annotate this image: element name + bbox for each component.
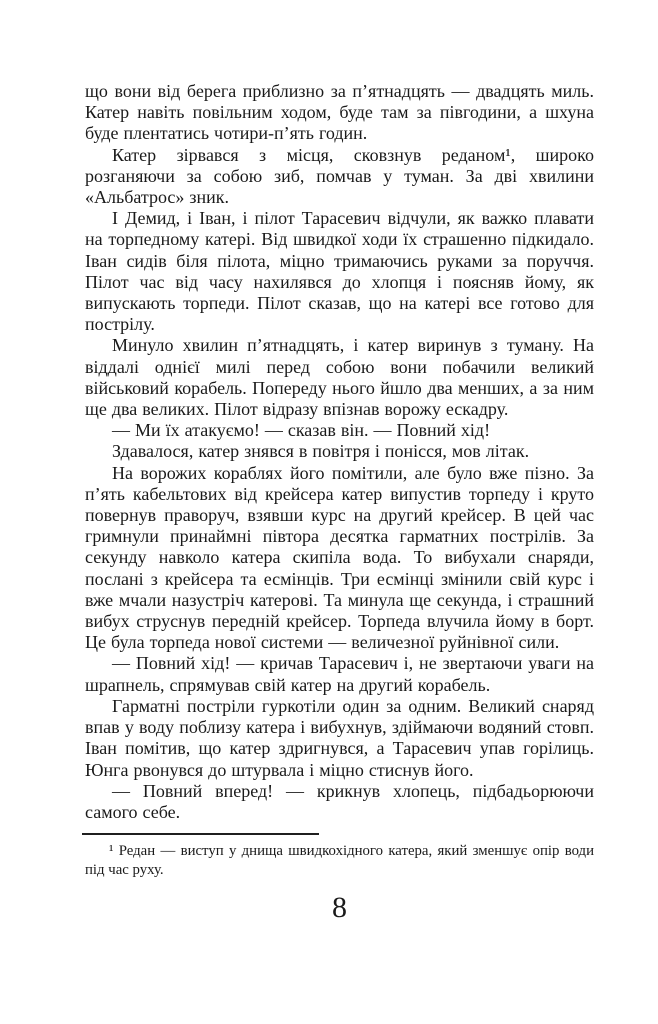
text-block xyxy=(85,81,594,924)
paragraph: Гарматні постріли гуркотіли один за одним. Великий снаряд впав у воду поблизу катера і вибухнув, здіймаючи водяний стовп. Іван помітив, що катер здригнувся, а Тарасевич упав горілиць. Юнга рвонувся до штурвала і міцно стиснув його. xyxy=(85,695,594,780)
paragraph: Катер зірвався з місця, сковзнув реданом¹, широко розганяючи за собою зиб, помчав у туман. За дві хвилини «Альбатрос» зник. xyxy=(85,144,594,208)
page-number: 8 xyxy=(332,890,347,924)
footnote-body: Редан — виступ у днища швидкохідного катера, який зменшує опір води під час руху. xyxy=(85,843,595,878)
paragraph-dialogue: — Повний вперед! — крикнув хлопець, підбадьорюючи самого себе. xyxy=(85,780,594,822)
paragraph: І Демид, і Іван, і пілот Тарасевич відчули, як важко плавати на торпедному катері. Від швидкої ходи їх страшенно підкидало. Іван сидів біля пілота, міцно тримаючись руками за поруччя. Пілот час від часу нахилявся до хлопця і поясняв йому, як випускають торпеди. Пілот сказав, що на катері все готово для пострілу. xyxy=(85,208,594,335)
paragraph-dialogue: — Ми їх атакуємо! — сказав він. — Повний хід! xyxy=(112,420,491,441)
footnote-divider xyxy=(82,833,319,835)
paragraph: На ворожих кораблях його помітили, але було вже пізно. За п’ять кабельтових від крейсера катер випустив торпеду і круто повернув праворуч, взявши курс на другий крейсер. В цей час гримнули принаймні півтора десятка гарматних пострілів. За секунду навколо катера скипіла вода. То вибухали снаряди, послані з крейсера та есмінців. Три есмінці змінили свій курс і вже мчали назустріч катерові. Та минула ще секунда, і страшний вибух струснув передній крейсер. Торпеда влучила йому в борт. Це була торпеда нової системи — величезної руйнівної сили. xyxy=(85,462,594,653)
paragraph-dialogue: — Повний хід! — кричав Тарасевич і, не звертаючи уваги на шрапнель, спрямував свій катер на другий корабель. xyxy=(85,653,594,695)
paragraph: що вони від берега приблизно за п’ятнадцять — двадцять миль. Катер навіть повільним ходом, буде там за півгодини, а шхуна буде плентатись чотири-п’ять годин. xyxy=(85,81,594,144)
footnote-marker: ¹ xyxy=(109,843,119,860)
body-text xyxy=(85,81,594,823)
paragraph: Здавалося, катер знявся в повітря і понісся, мов літак. xyxy=(112,441,530,462)
footnote-block xyxy=(85,833,594,880)
footnote-text xyxy=(85,842,594,880)
paragraph: Минуло хвилин п’ятнадцять, і катер виринув з туману. На віддалі однієї милі перед собою вони побачили великий військовий корабель. Попереду нього йшло два менших, а за ним ще два великих. Пілот відразу впізнав ворожу ескадру. xyxy=(85,335,594,420)
